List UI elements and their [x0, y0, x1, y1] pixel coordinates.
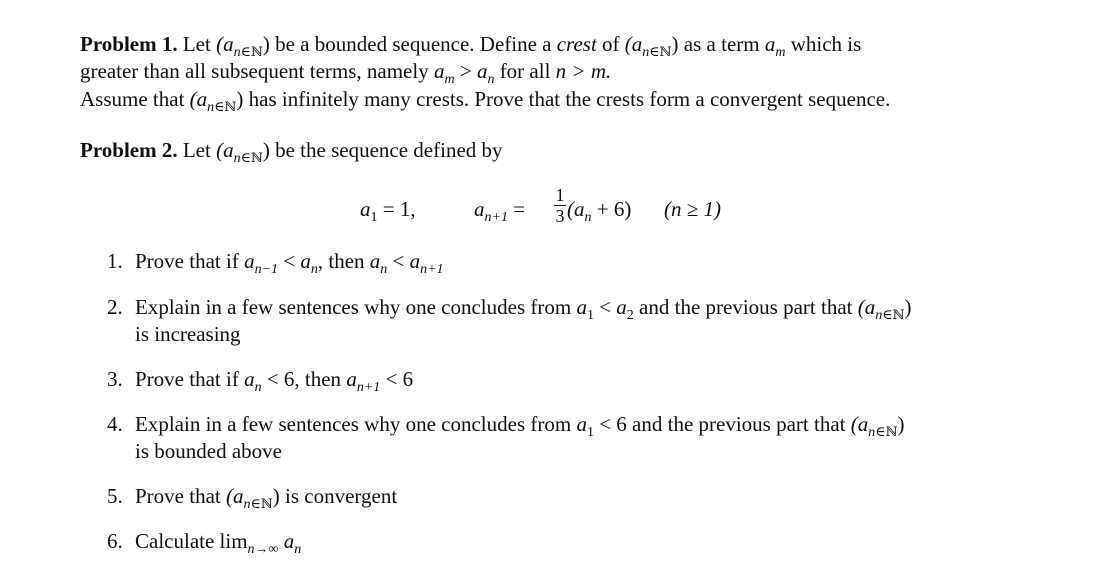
subscript: n+1: [484, 210, 508, 225]
list-item-2: [107, 294, 912, 321]
text: Explain in a few sentences why one concludes from: [135, 412, 577, 436]
sequence-close: ): [272, 484, 280, 508]
problem2-label: Problem 2.: [80, 138, 178, 162]
condition: n > m.: [555, 59, 612, 83]
limit-subscript: n→∞: [247, 542, 279, 557]
term-a: a: [346, 367, 357, 391]
relation: <: [593, 295, 617, 319]
sequence-close: ): [671, 32, 679, 56]
subscript-m: m: [775, 45, 786, 60]
naturals-symbol: ℕ: [892, 308, 905, 323]
sequence-open: (a: [850, 412, 869, 436]
relation: <: [278, 249, 301, 273]
list-item-3: [107, 366, 413, 393]
relation: < 6: [593, 412, 627, 436]
naturals-symbol: ℕ: [885, 425, 898, 440]
subscript: 2: [626, 308, 634, 323]
text: for all: [494, 59, 556, 83]
sequence-close: ): [897, 412, 905, 436]
relation: < 6: [261, 367, 295, 391]
text: is convergent: [279, 484, 398, 508]
sequence-open: (a: [857, 295, 876, 319]
equals-sign: =: [507, 197, 526, 221]
text: Let: [182, 138, 217, 162]
subscript: 1: [370, 210, 378, 225]
term-a: a: [476, 59, 488, 83]
item-number: 1.: [107, 249, 123, 273]
term-a: a: [244, 249, 255, 273]
sequence-subscript: n∈ℕ: [875, 308, 905, 323]
initial-value: = 1,: [377, 197, 416, 221]
list-item-4: [107, 411, 905, 438]
subscript-n: n: [487, 72, 495, 87]
subscript: n+1: [420, 262, 444, 277]
term-a: a: [474, 197, 485, 221]
list-item-6: [107, 528, 301, 555]
sequence-open: (a: [225, 484, 244, 508]
naturals-symbol: ℕ: [260, 497, 273, 512]
text: Prove that: [135, 484, 226, 508]
term-a: a: [369, 249, 381, 273]
subscript-n: n: [642, 45, 650, 60]
fraction-numerator: 1: [555, 185, 565, 205]
subscript: n+1: [356, 380, 381, 395]
item-number: 5.: [107, 484, 123, 508]
sequence-subscript: n∈ℕ: [243, 497, 273, 512]
text: and the previous part that: [633, 295, 858, 319]
problem1-line3: [80, 86, 890, 113]
naturals-symbol: ℕ: [250, 45, 263, 60]
rhs-close: + 6): [591, 197, 632, 221]
naturals-symbol: ℕ: [250, 151, 263, 166]
naturals-symbol: ℕ: [224, 100, 237, 115]
sequence-close: ): [262, 138, 270, 162]
sequence-open: (a: [216, 138, 234, 162]
term-a: a: [764, 32, 776, 56]
problem1-line1: [80, 31, 861, 58]
text: and the previous part that: [626, 412, 851, 436]
subscript: n: [380, 262, 388, 277]
crest-word: crest: [556, 32, 597, 56]
sequence-subscript: n∈ℕ: [207, 100, 237, 115]
text: Let: [182, 32, 217, 56]
text: Explain in a few sentences why one concludes from: [135, 295, 577, 319]
text: Calculate lim: [135, 529, 248, 553]
sequence-open: (a: [624, 32, 643, 56]
term-a: a: [283, 529, 295, 553]
sequence-close: ): [262, 32, 270, 56]
naturals-symbol: ℕ: [659, 45, 672, 60]
text: as a term: [678, 32, 765, 56]
sequence-subscript: n∈ℕ: [642, 45, 672, 60]
item-number: 4.: [107, 412, 123, 436]
text: Prove that if: [135, 249, 245, 273]
condition-text: (n ≥ 1): [664, 197, 722, 221]
item-number: 3.: [107, 367, 123, 391]
term-a: a: [360, 197, 371, 221]
text: greater than all subsequent terms, namely: [80, 59, 434, 83]
list-item-5: [107, 483, 397, 510]
relation: < 6: [380, 367, 414, 391]
term-a: a: [433, 59, 445, 83]
problem2-intro: [80, 137, 503, 164]
term-a-open: (a: [567, 197, 585, 221]
subscript-n: n: [233, 45, 241, 60]
text: be a bounded sequence. Define a: [269, 32, 557, 56]
sequence-open: (a: [216, 32, 234, 56]
fraction-one-third: [553, 185, 567, 226]
term-a: a: [576, 412, 587, 436]
term-a: a: [616, 295, 627, 319]
text: Assume that: [80, 87, 190, 111]
term-a: a: [576, 295, 587, 319]
text: , then: [317, 249, 370, 273]
sequence-close: ): [236, 87, 244, 111]
text: , then: [294, 367, 347, 391]
text: be the sequence defined by: [269, 138, 503, 162]
element-of: ∈: [240, 45, 251, 60]
subscript: 1: [586, 425, 594, 440]
sequence-subscript: n∈ℕ: [868, 425, 898, 440]
text: Prove that if: [135, 367, 245, 391]
initial-condition: [360, 196, 416, 223]
sequence-close: ): [904, 295, 912, 319]
relation: >: [454, 59, 477, 83]
relation: <: [387, 249, 410, 273]
recurrence-equation: [0, 182, 1094, 238]
fraction-denominator: 3: [555, 206, 565, 226]
recurrence-rhs: [567, 196, 631, 223]
term-a: a: [244, 367, 255, 391]
recurrence-condition: [664, 196, 721, 223]
subscript: n: [294, 542, 302, 557]
subscript: 1: [586, 308, 594, 323]
sequence-open: (a: [189, 87, 208, 111]
term-a: a: [300, 249, 311, 273]
subscript: n: [254, 380, 262, 395]
sequence-subscript: n∈ℕ: [233, 151, 263, 166]
problem1-label: Problem 1.: [80, 32, 178, 56]
item-number: 2.: [107, 295, 123, 319]
list-item-2-continuation: is increasing: [135, 322, 241, 346]
list-item-1: [107, 248, 444, 275]
text: which is: [785, 32, 862, 56]
text: of: [596, 32, 625, 56]
subscript: n−1: [254, 262, 279, 277]
list-item-4-continuation: is bounded above: [135, 439, 282, 463]
subscript: n: [310, 262, 318, 277]
text: has infinitely many crests. Prove that the crests form a convergent sequence.: [243, 87, 891, 111]
subscript: n: [584, 210, 592, 225]
term-a: a: [409, 249, 421, 273]
problem1-line2: [80, 58, 611, 85]
subscript-m: m: [444, 72, 455, 87]
recurrence-lhs: [474, 196, 525, 223]
item-number: 6.: [107, 529, 123, 553]
